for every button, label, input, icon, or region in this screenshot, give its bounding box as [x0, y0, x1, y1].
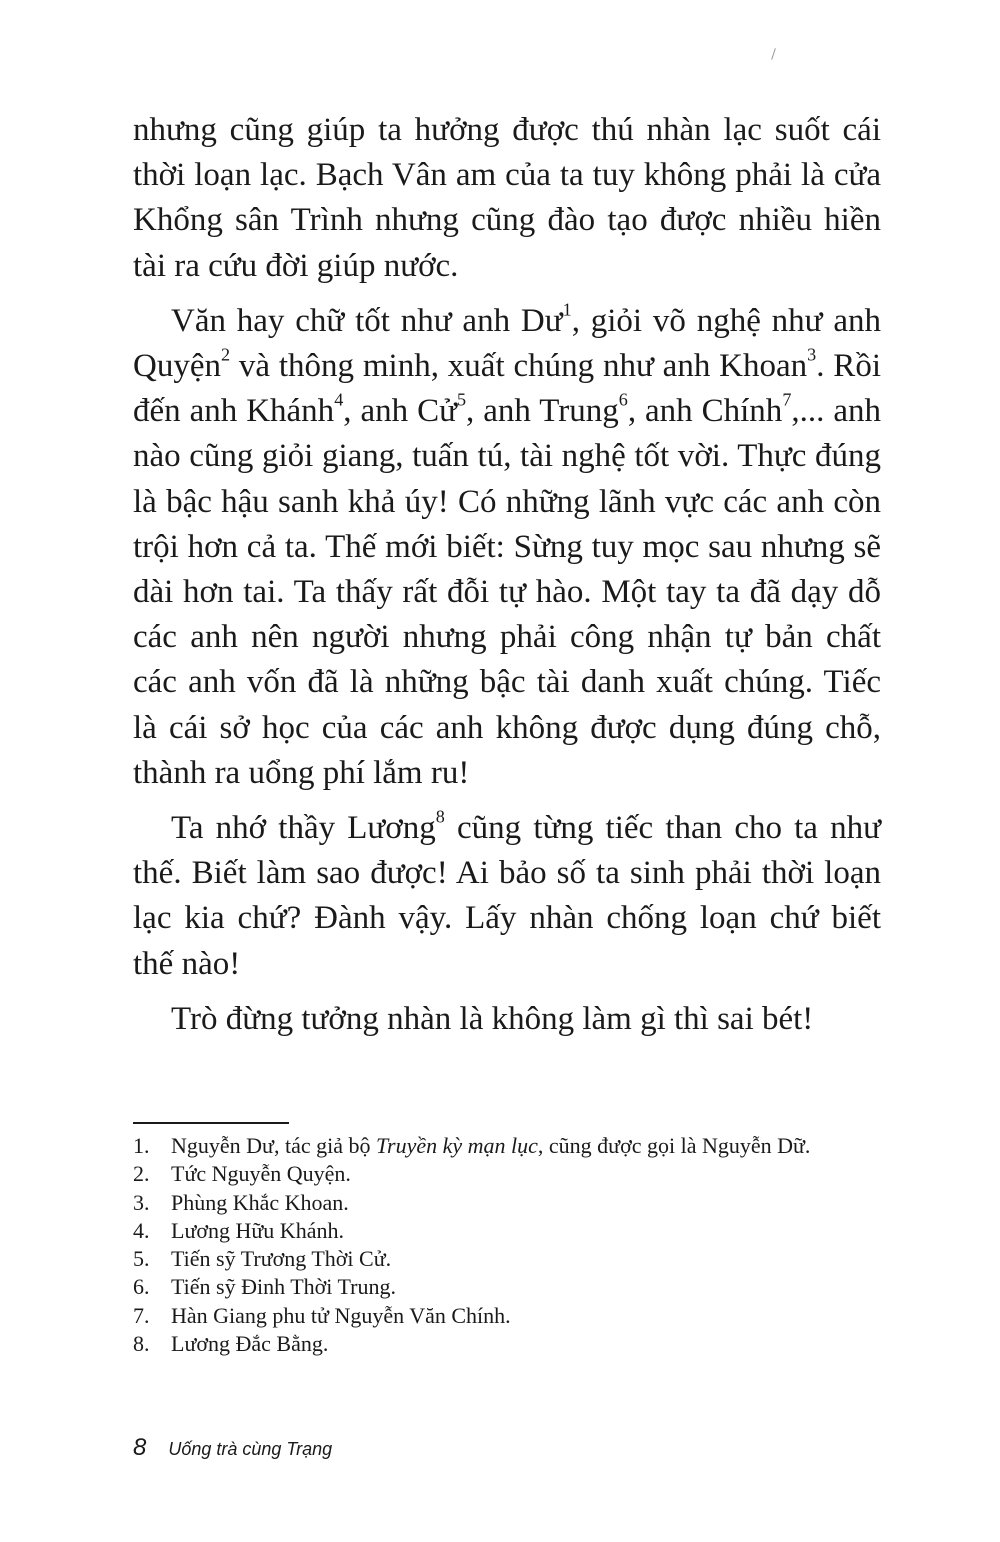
footnote-text: [171, 1160, 351, 1188]
text-run: và thông minh, xuất chúng như anh Khoan: [230, 348, 808, 385]
footnote-text: [171, 1273, 396, 1301]
footnote: [133, 1302, 893, 1330]
footnote-list: [133, 1132, 893, 1358]
footnote-text: [171, 1330, 328, 1358]
footnote-reference[interactable]: 3: [807, 344, 817, 365]
text-run: nhưng cũng giúp ta hưởng được thú nhàn lạc suốt cái thời loạn lạc. Bạch Vân am của ta tuy không phải là cửa Khổng sân Trình nhưng cũng đào tạo được nhiều hiền tài ra cứu đời giúp nước.: [133, 112, 881, 284]
footnote: [133, 1245, 893, 1273]
footnote-number: 7.: [133, 1302, 150, 1328]
footnote-number: 6.: [133, 1274, 150, 1300]
footnote-text-run: Nguyễn Dư, tác giả bộ: [171, 1133, 376, 1158]
footnote-reference[interactable]: 2: [220, 344, 231, 365]
footnote-number: 1.: [133, 1133, 150, 1158]
footnote-reference[interactable]: 8: [435, 806, 445, 827]
footnote-text-run: Lương Hữu Khánh.: [171, 1217, 344, 1243]
footnote-text: [171, 1302, 511, 1330]
footnote-text-run: Lương Đắc Bằng.: [171, 1331, 329, 1357]
book-title-italic: Truyền kỳ mạn lục: [375, 1133, 538, 1158]
footnote-number: 4.: [133, 1217, 150, 1243]
footnote-text-run: Tức Nguyễn Quyện.: [171, 1161, 351, 1187]
paragraph: [133, 997, 881, 1042]
text-run: cũng từng tiếc than cho ta như thế. Biết làm sao được! Ai bảo số ta sinh phải thời loạn lạc kia chứ? Đành vậy. Lấy nhàn chống loạn chứ biết thế nào!: [133, 810, 881, 982]
footnote-number: 5.: [133, 1246, 150, 1272]
footnote-separator: [133, 1122, 289, 1124]
text-run: . Rồi đến anh Khánh: [133, 348, 881, 430]
footnote: [133, 1273, 893, 1301]
text-run: , giỏi võ nghệ như anh Quyện: [133, 302, 881, 385]
text-run: Văn hay chữ tốt như anh Dư: [171, 302, 563, 339]
footnote: [133, 1330, 893, 1358]
footnote-text: [171, 1189, 349, 1217]
text-run: , anh Trung: [466, 393, 619, 430]
footnote: [133, 1132, 893, 1160]
footnote-number: 8.: [133, 1331, 150, 1357]
footnote-number: 2.: [133, 1161, 150, 1187]
footnote: [133, 1160, 893, 1188]
paragraph: [133, 806, 881, 987]
scan-mark: [771, 48, 776, 60]
text-run: Trò đừng tưởng nhàn là không làm gì thì sai bét!: [171, 1000, 814, 1037]
footnote-reference[interactable]: 6: [618, 389, 628, 410]
footnote: [133, 1217, 893, 1245]
footnote-text-run: , cũng được gọi là Nguyễn Dữ.: [537, 1133, 811, 1158]
text-run: Ta nhớ thầy Lương: [171, 810, 436, 847]
paragraph: [133, 299, 881, 796]
page-footer: [133, 1434, 332, 1463]
footnote-text-run: Tiến sỹ Đinh Thời Trung.: [171, 1274, 396, 1300]
text-run: , anh Chính: [627, 393, 783, 430]
footnote-reference[interactable]: 4: [334, 389, 344, 410]
text-run: , anh Cử: [343, 393, 457, 430]
page-number: 8: [133, 1434, 147, 1461]
text-run: ,... anh nào cũng giỏi giang, tuấn tú, tài nghệ tốt vời. Thực đúng là bậc hậu sanh khả úy! Có những lãnh vực các anh còn trội hơn cả ta. Thế mới biết: Sừng tuy mọc sau nhưng sẽ dài hơn tai. Ta thấy rất đỗi tự hào. Một tay ta đã dạy dỗ các anh nên người nhưng phải công nhận tự bản chất các anh vốn đã là những bậc tài danh xuất chúng. Tiếc là cái sở học của các anh không được dụng đúng chỗ, thành ra uổng phí lắm ru!: [133, 393, 881, 791]
footnote-text: [171, 1217, 344, 1245]
body-text: [133, 108, 881, 1052]
running-title: Uống trà cùng Trạng: [168, 1439, 333, 1459]
footnote-reference[interactable]: 5: [456, 389, 467, 410]
paragraph: [133, 108, 881, 289]
footnote: [133, 1189, 893, 1217]
footnote-text-run: Tiến sỹ Trương Thời Cử.: [171, 1246, 392, 1272]
footnote-reference[interactable]: 1: [562, 299, 572, 320]
footnote-text-run: Phùng Khắc Khoan.: [171, 1189, 349, 1215]
footnote-number: 3.: [133, 1189, 150, 1215]
footnote-text: [171, 1132, 810, 1160]
footnote-text-run: Hàn Giang phu tử Nguyễn Văn Chính.: [171, 1302, 511, 1328]
footnote-text: [171, 1245, 391, 1273]
footnote-reference[interactable]: 7: [782, 389, 792, 410]
